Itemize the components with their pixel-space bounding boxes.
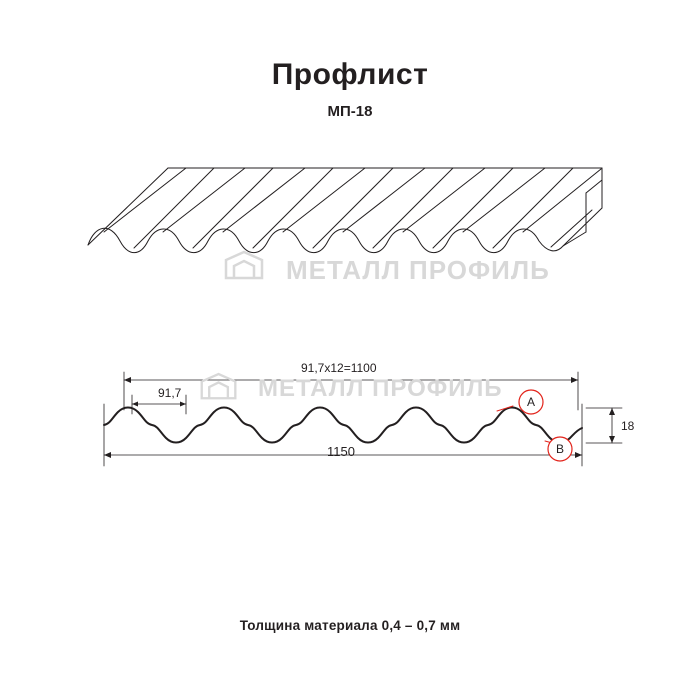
dimension-overall-width: 1150	[327, 444, 355, 459]
watermark-text-1: МЕТАЛЛ ПРОФИЛЬ	[286, 255, 550, 285]
callout-b-label: B	[555, 442, 564, 456]
dimension-height: 18	[621, 419, 635, 433]
product-code: МП-18	[327, 103, 373, 120]
page-title: Профлист	[271, 58, 429, 91]
dimension-pitch-single: 91,7	[158, 386, 182, 400]
watermark-text-2: МЕТАЛЛ ПРОФИЛЬ	[258, 375, 503, 402]
material-thickness-note: Толщина материала 0,4 – 0,7 мм	[239, 618, 461, 633]
dimension-pitch-total: 91,7x12=1100	[301, 361, 377, 375]
callout-a-label: A	[526, 395, 535, 409]
